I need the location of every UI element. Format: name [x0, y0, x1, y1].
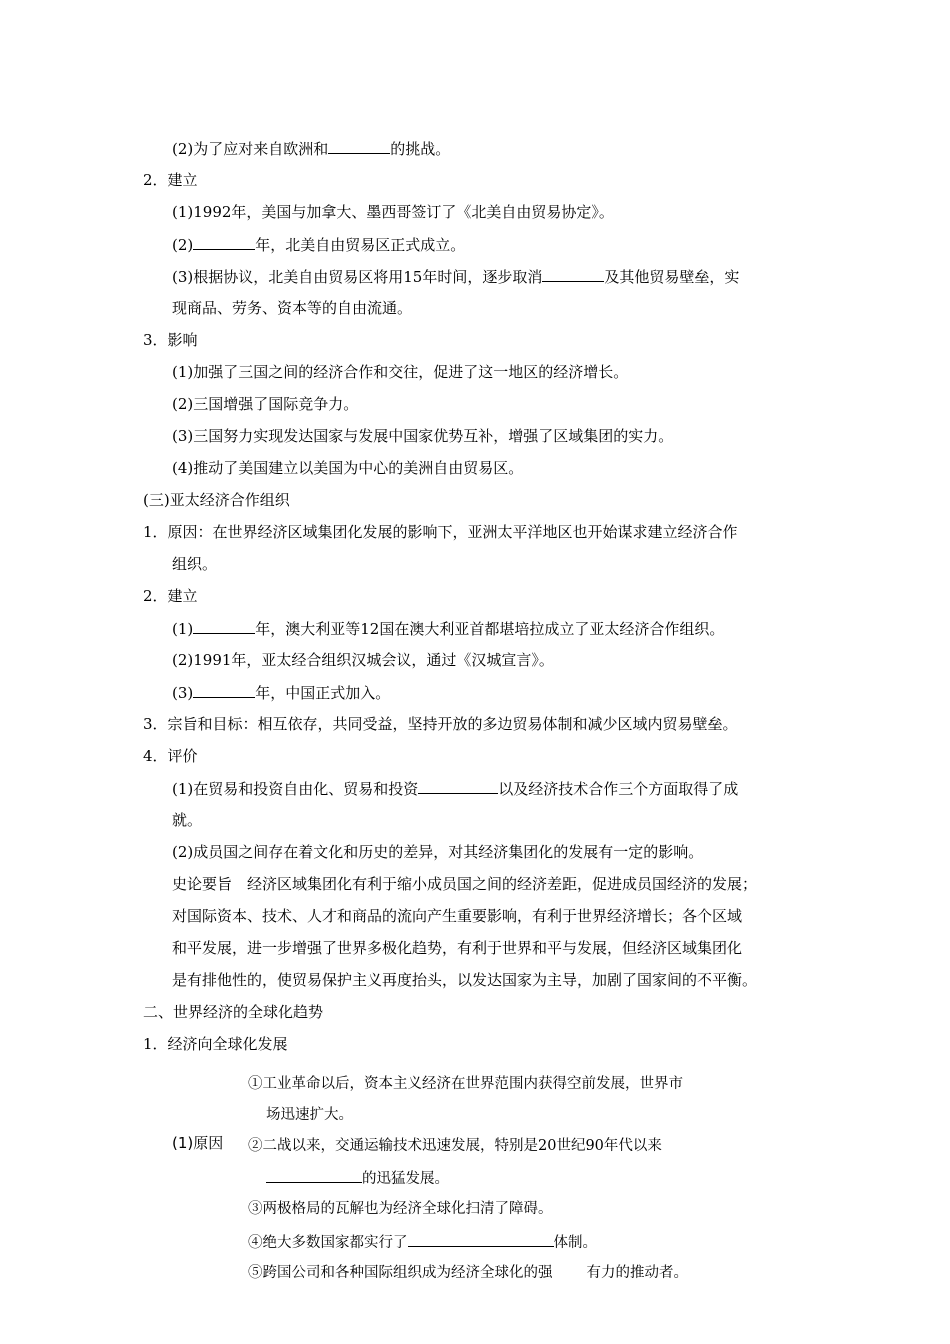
- fill-blank[interactable]: [193, 682, 255, 698]
- text: 有力的推动者。: [586, 1265, 688, 1281]
- thesis-line-1: 史论要旨 经济区域集团化有利于缩小成员国之间的经济差距，促进成员国经济的发展；: [172, 875, 758, 893]
- fill-blank[interactable]: [542, 266, 604, 282]
- text: (2): [172, 236, 194, 254]
- apec-establish-3: [172, 682, 390, 703]
- text: 的挑战。: [390, 140, 451, 158]
- na-impact-4: (4)推动了美国建立以美国为中心的美洲自由贸易区。: [172, 459, 524, 477]
- text: (2)为了应对来自欧洲和: [172, 140, 329, 158]
- na-establish-heading: 2．建立: [143, 171, 198, 189]
- text: 年，北美自由贸易区正式成立。: [255, 236, 466, 254]
- na-impact-3: (3)三国努力实现发达国家与发展中国家优势互补，增强了区域集团的实力。: [172, 427, 674, 445]
- text: (1)在贸易和投资自由化、贸易和投资: [172, 780, 419, 798]
- text: 体制。: [553, 1235, 597, 1251]
- cause-item-2-line1: ②二战以来，交通运输技术迅速发展，特别是20世纪90年代以来: [248, 1138, 662, 1154]
- fill-blank[interactable]: [193, 618, 255, 634]
- na-cause-2: [172, 138, 450, 159]
- cause-item-1-line2: 场迅速扩大。: [266, 1107, 353, 1123]
- text: 及其他贸易壁垒，实: [604, 268, 740, 286]
- cause-label: (1)原因: [172, 1134, 224, 1152]
- apec-aim: 3．宗旨和目标：相互依存，共同受益，坚持开放的多边贸易体制和减少区域内贸易壁垒。: [143, 715, 738, 733]
- apec-establish-2: (2)1991年，亚太经合组织汉城会议，通过《汉城宣言》。: [172, 651, 554, 669]
- cause-item-2-line2: [266, 1167, 449, 1189]
- cause-item-3: ③两极格局的瓦解也为经济全球化扫清了障碍。: [248, 1201, 553, 1217]
- cause-item-5: [248, 1263, 688, 1283]
- text: 年，中国正式加入。: [255, 684, 391, 702]
- thesis-line-4: 是有排他性的，使贸易保护主义再度抬头，以发达国家为主导，加剧了国家间的不平衡。: [172, 971, 758, 989]
- cause-item-4: [248, 1231, 597, 1253]
- text: ④绝大多数国家都实行了: [248, 1235, 408, 1251]
- apec-cause-line1: 1．原因：在世界经济区域集团化发展的影响下，亚洲太平洋地区也开始谋求建立经济合作: [143, 523, 738, 541]
- apec-eval-heading: 4．评价: [143, 747, 198, 765]
- na-impact-2: (2)三国增强了国际竞争力。: [172, 395, 359, 413]
- fill-blank[interactable]: [418, 778, 498, 794]
- apec-eval-2: (2)成员国之间存在着文化和历史的差异，对其经济集团化的发展有一定的影响。: [172, 843, 704, 861]
- text: ⑤跨国公司和各种国际组织成为经济全球化的强: [248, 1265, 553, 1281]
- text: 的迅猛发展。: [362, 1171, 449, 1187]
- globalization-sub-heading: 1．经济向全球化发展: [143, 1035, 288, 1053]
- na-impact-1: (1)加强了三国之间的经济合作和交往，促进了这一地区的经济增长。: [172, 363, 629, 381]
- na-establish-3: [172, 266, 739, 287]
- apec-cause-line2: 组织。: [172, 555, 218, 573]
- globalization-heading: 二、世界经济的全球化趋势: [143, 1003, 324, 1021]
- fill-blank[interactable]: [328, 138, 390, 154]
- thesis-line-3: 和平发展，进一步增强了世界多极化趋势，有利于世界和平与发展，但经济区域集团化: [172, 939, 743, 957]
- cause-item-1-line1: ①工业革命以后，资本主义经济在世界范围内获得空前发展，世界市: [248, 1076, 683, 1092]
- na-establish-3-cont: 现商品、劳务、资本等的自由流通。: [172, 299, 413, 317]
- text: (3)根据协议，北美自由贸易区将用15年时间，逐步取消: [172, 268, 543, 286]
- fill-blank[interactable]: [266, 1167, 362, 1183]
- apec-eval-1: [172, 778, 738, 799]
- na-establish-2: [172, 234, 465, 255]
- apec-establish-1: [172, 618, 724, 639]
- text: 年，澳大利亚等12国在澳大利亚首都堪培拉成立了亚太经济合作组织。: [255, 620, 725, 638]
- na-impact-heading: 3．影响: [143, 331, 198, 349]
- fill-blank[interactable]: [193, 234, 255, 250]
- text: 以及经济技术合作三个方面取得了成: [498, 780, 739, 798]
- apec-eval-1-cont: 就。: [172, 811, 203, 829]
- thesis-line-2: 对国际资本、技术、人才和商品的流向产生重要影响，有利于世界经济增长；各个区域: [172, 907, 743, 925]
- apec-establish-heading: 2．建立: [143, 587, 198, 605]
- text: (1): [172, 620, 194, 638]
- apec-heading: (三)亚太经济合作组织: [143, 491, 290, 509]
- na-establish-1: (1)1992年，美国与加拿大、墨西哥签订了《北美自由贸易协定》。: [172, 203, 614, 221]
- text: (3): [172, 684, 194, 702]
- fill-blank[interactable]: [408, 1231, 554, 1247]
